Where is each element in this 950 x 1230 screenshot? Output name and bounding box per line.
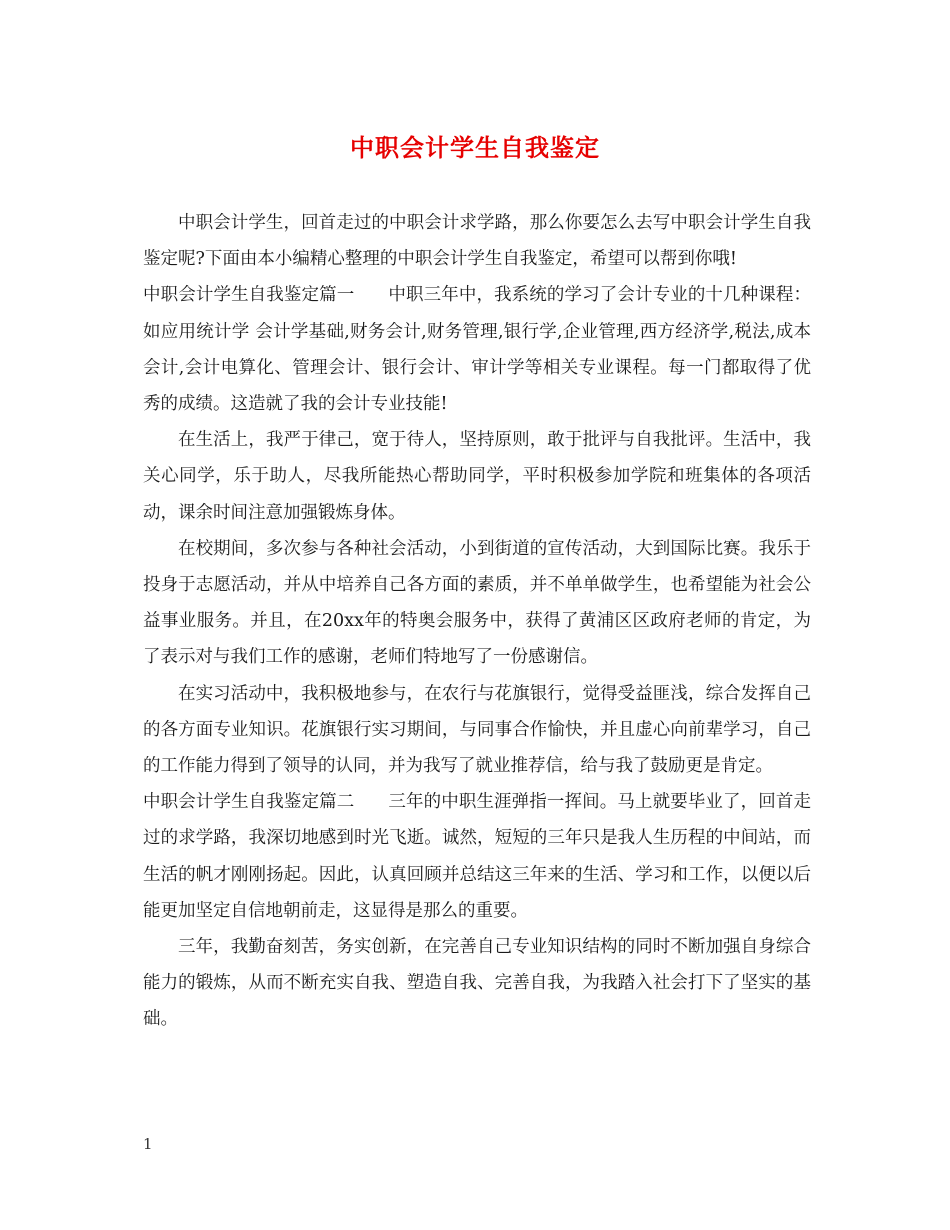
section1-heading: 中职会计学生自我鉴定篇一 xyxy=(143,285,355,306)
document-body xyxy=(143,205,811,1038)
section1-first-paragraph: 中职三年中，我系统的学习了会计专业的十几种课程：如应用统计学 会计学基础,财务会计,财务管理,银行学,企业管理,西方经济学,税法,成本会计,会计电算化、管理会计、银行会计、审计学等相关专业课程。每一门都取得了优秀的成绩。这造就了我的会计专业技能! xyxy=(143,285,812,415)
section1-paragraph-activities: 在校期间，多次参与各种社会活动，小到街道的宣传活动，大到国际比赛。我乐于投身于志愿活动，并从中培养自己各方面的素质，并不单单做学生，也希望能为社会公益事业服务。并且，在20xx年的特奥会服务中，获得了黄浦区区政府老师的肯定，为了表示对与我们工作的感谢，老师们特地写了一份感谢信。 xyxy=(143,538,811,668)
section2-heading: 中职会计学生自我鉴定篇二 xyxy=(143,792,355,813)
section1-paragraph-life: 在生活上，我严于律己，宽于待人，坚持原则，敢于批评与自我批评。生活中，我关心同学，乐于助人，尽我所能热心帮助同学，平时积极参加学院和班集体的各项活动，课余时间注意加强锻炼身体。 xyxy=(143,430,811,523)
document-title: 中职会计学生自我鉴定 xyxy=(350,134,600,162)
section2-first-paragraph: 三年的中职生涯弹指一挥间。马上就要毕业了，回首走过的求学路，我深切地感到时光飞逝。诚然，短短的三年只是我人生历程的中间站，而生活的帆才刚刚扬起。因此，认真回顾并总结这三年来的生活、学习和工作，以便以后能更加坚定自信地朝前走，这显得是那么的重要。 xyxy=(143,792,812,921)
section2-paragraph-study: 三年，我勤奋刻苦，务实创新，在完善自己专业知识结构的同时不断加强自身综合能力的锻炼，从而不断充实自我、塑造自我、完善自我，为我踏入社会打下了坚实的基础。 xyxy=(143,937,811,1030)
section2-opening-paragraph xyxy=(143,784,811,929)
page-number: 1 xyxy=(143,1135,153,1153)
section1-paragraph-internship: 在实习活动中，我积极地参与，在农行与花旗银行，觉得受益匪浅，综合发挥自己的各方面专业知识。花旗银行实习期间，与同事合作愉快，并且虚心向前辈学习，自己的工作能力得到了领导的认同，并为我写了就业推荐信，给与我了鼓励更是肯定。 xyxy=(143,683,811,777)
section1-opening-paragraph xyxy=(143,277,811,422)
intro-paragraph: 中职会计学生，回首走过的中职会计求学路，那么你要怎么去写中职会计学生自我鉴定呢?下面由本小编精心整理的中职会计学生自我鉴定，希望可以帮到你哦! xyxy=(143,213,811,270)
